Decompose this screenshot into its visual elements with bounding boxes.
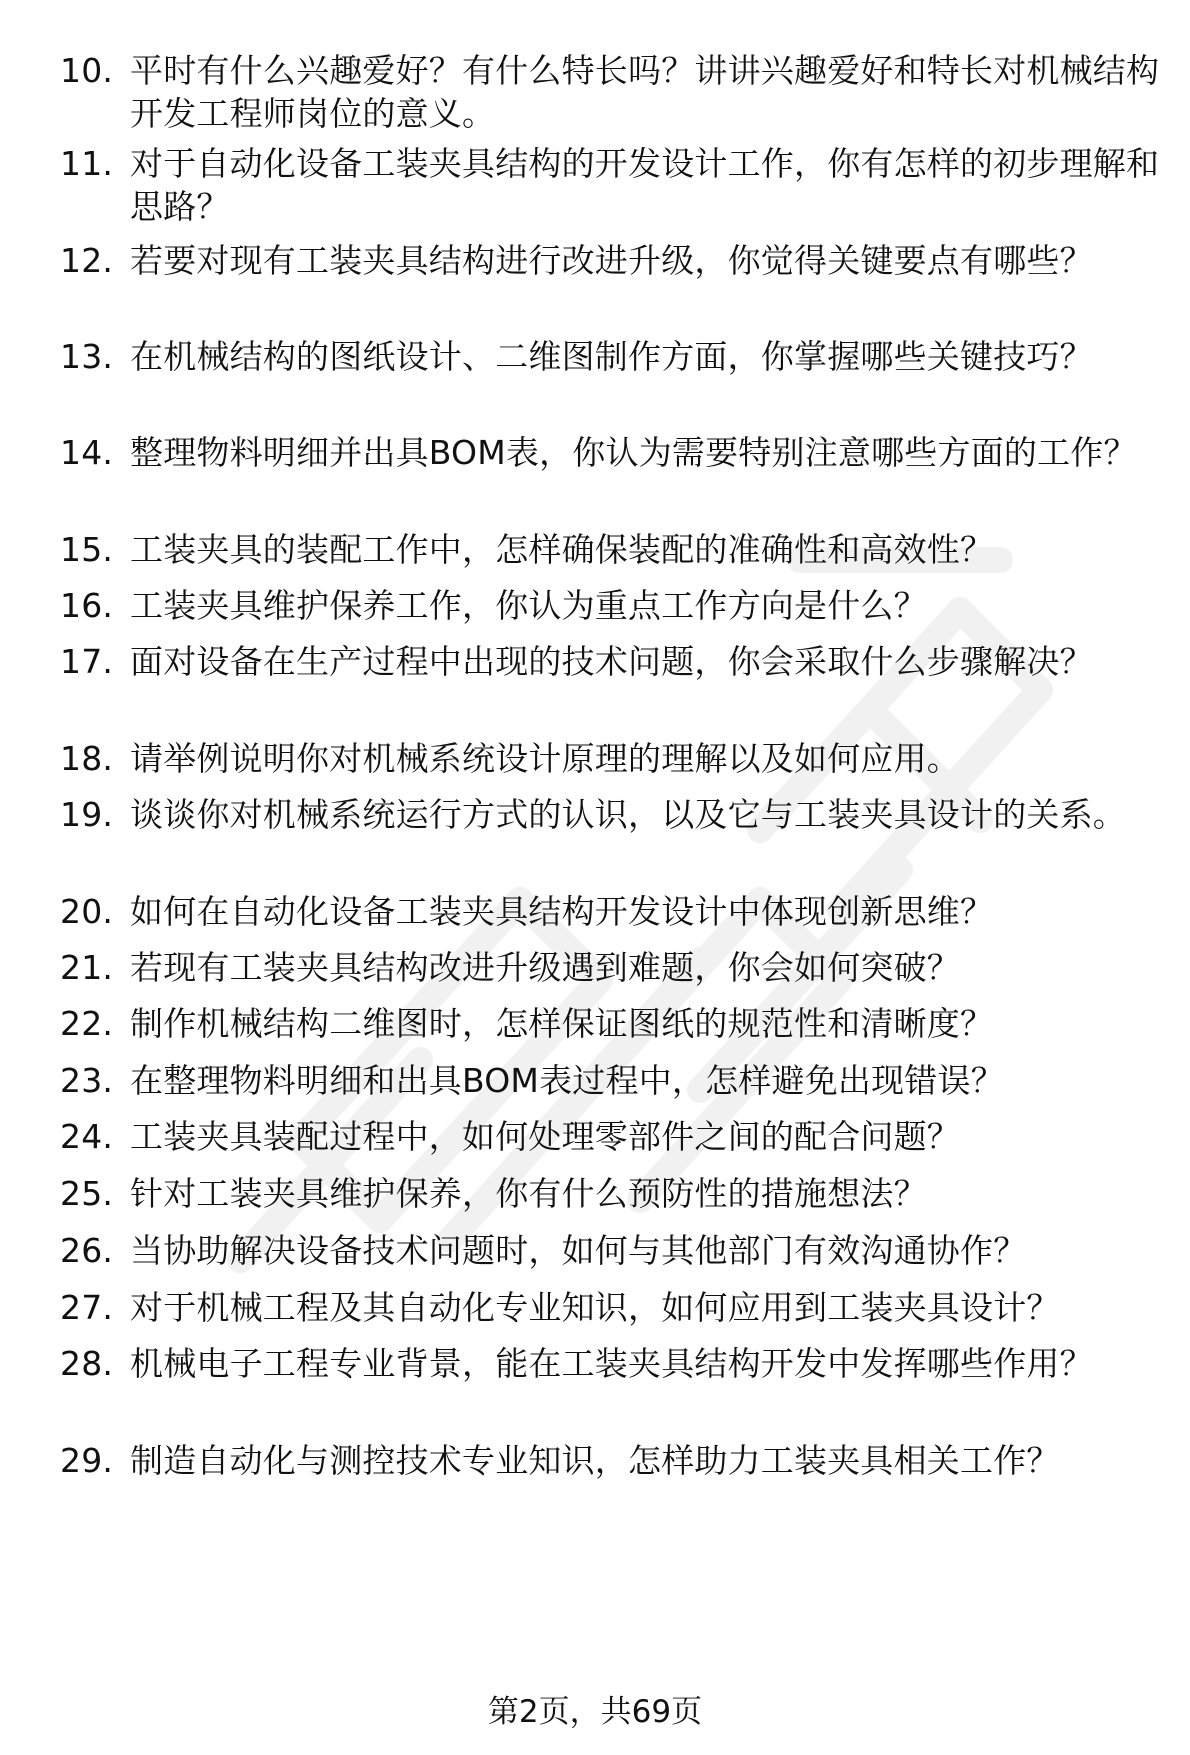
question-number: 15. <box>60 530 114 569</box>
question-number: 19. <box>60 795 114 834</box>
question-item <box>60 528 1160 571</box>
question-item <box>60 49 1160 135</box>
question-item <box>60 1439 1160 1482</box>
question-text: 机械电子工程专业背景，能在工装夹具结构开发中发挥哪些作用？ <box>130 1344 1093 1383</box>
question-number: 21. <box>60 948 114 987</box>
question-text: 工装夹具的装配工作中，怎样确保装配的准确性和高效性？ <box>130 530 994 569</box>
question-text: 对于自动化设备工装夹具结构的开发设计工作，你有怎样的初步理解和思路？ <box>130 144 1160 226</box>
question-item <box>60 737 1160 780</box>
question-text: 工装夹具维护保养工作，你认为重点工作方向是什么？ <box>130 586 927 625</box>
question-text: 面对设备在生产过程中出现的技术问题，你会采取什么步骤解决？ <box>130 642 1093 681</box>
question-number: 13. <box>60 337 114 376</box>
question-item <box>60 946 1160 989</box>
question-text: 若现有工装夹具结构改进升级遇到难题，你会如何突破？ <box>130 948 960 987</box>
question-number: 23. <box>60 1061 114 1100</box>
question-item <box>60 1059 1160 1102</box>
question-number: 17. <box>60 642 114 681</box>
question-text: 若要对现有工装夹具结构进行改进升级，你觉得关键要点有哪些？ <box>130 241 1093 280</box>
question-number: 29. <box>60 1441 114 1480</box>
question-item <box>60 1229 1160 1272</box>
question-number: 24. <box>60 1117 114 1156</box>
question-number: 14. <box>60 433 114 472</box>
question-number: 20. <box>60 892 114 931</box>
question-text: 制造自动化与测控技术专业知识，怎样助力工装夹具相关工作？ <box>130 1441 1060 1480</box>
question-item <box>60 640 1160 683</box>
question-item <box>60 1286 1160 1329</box>
question-item <box>60 1172 1160 1215</box>
question-text: 针对工装夹具维护保养，你有什么预防性的措施想法？ <box>130 1174 927 1213</box>
question-number: 16. <box>60 586 114 625</box>
question-text: 工装夹具装配过程中，如何处理零部件之间的配合问题？ <box>130 1117 960 1156</box>
question-item <box>60 335 1160 378</box>
question-text: 整理物料明细并出具BOM表，你认为需要特别注意哪些方面的工作？ <box>130 433 1137 472</box>
question-number: 22. <box>60 1004 114 1043</box>
question-item <box>60 1115 1160 1158</box>
question-text: 请举例说明你对机械系统设计原理的理解以及如何应用。 <box>130 739 960 778</box>
question-text: 当协助解决设备技术问题时，如何与其他部门有效沟通协作？ <box>130 1231 1027 1270</box>
question-number: 25. <box>60 1174 114 1213</box>
question-text: 如何在自动化设备工装夹具结构开发设计中体现创新思维？ <box>130 892 994 931</box>
question-item <box>60 1342 1160 1385</box>
question-number: 27. <box>60 1288 114 1327</box>
question-text: 谈谈你对机械系统运行方式的认识，以及它与工装夹具设计的关系。 <box>130 795 1126 834</box>
question-text: 平时有什么兴趣爱好？有什么特长吗？讲讲兴趣爱好和特长对机械结构开发工程师岗位的意义。 <box>130 51 1160 133</box>
question-number: 12. <box>60 241 114 280</box>
page-footer: 第2页，共69页 <box>487 1694 703 1730</box>
question-item <box>60 584 1160 627</box>
question-number: 18. <box>60 739 114 778</box>
question-text: 在机械结构的图纸设计、二维图制作方面，你掌握哪些关键技巧？ <box>130 337 1093 376</box>
question-item <box>60 239 1160 282</box>
question-text: 制作机械结构二维图时，怎样保证图纸的规范性和清晰度？ <box>130 1004 994 1043</box>
question-number: 10. <box>60 51 114 90</box>
question-item <box>60 142 1160 228</box>
question-number: 26. <box>60 1231 114 1270</box>
question-item <box>60 793 1160 836</box>
question-text: 在整理物料明细和出具BOM表过程中，怎样避免出现错误？ <box>130 1061 1004 1100</box>
question-number: 28. <box>60 1344 114 1383</box>
question-item <box>60 431 1160 474</box>
question-item <box>60 1002 1160 1045</box>
question-number: 11. <box>60 144 114 183</box>
question-text: 对于机械工程及其自动化专业知识，如何应用到工装夹具设计？ <box>130 1288 1060 1327</box>
question-item <box>60 890 1160 933</box>
